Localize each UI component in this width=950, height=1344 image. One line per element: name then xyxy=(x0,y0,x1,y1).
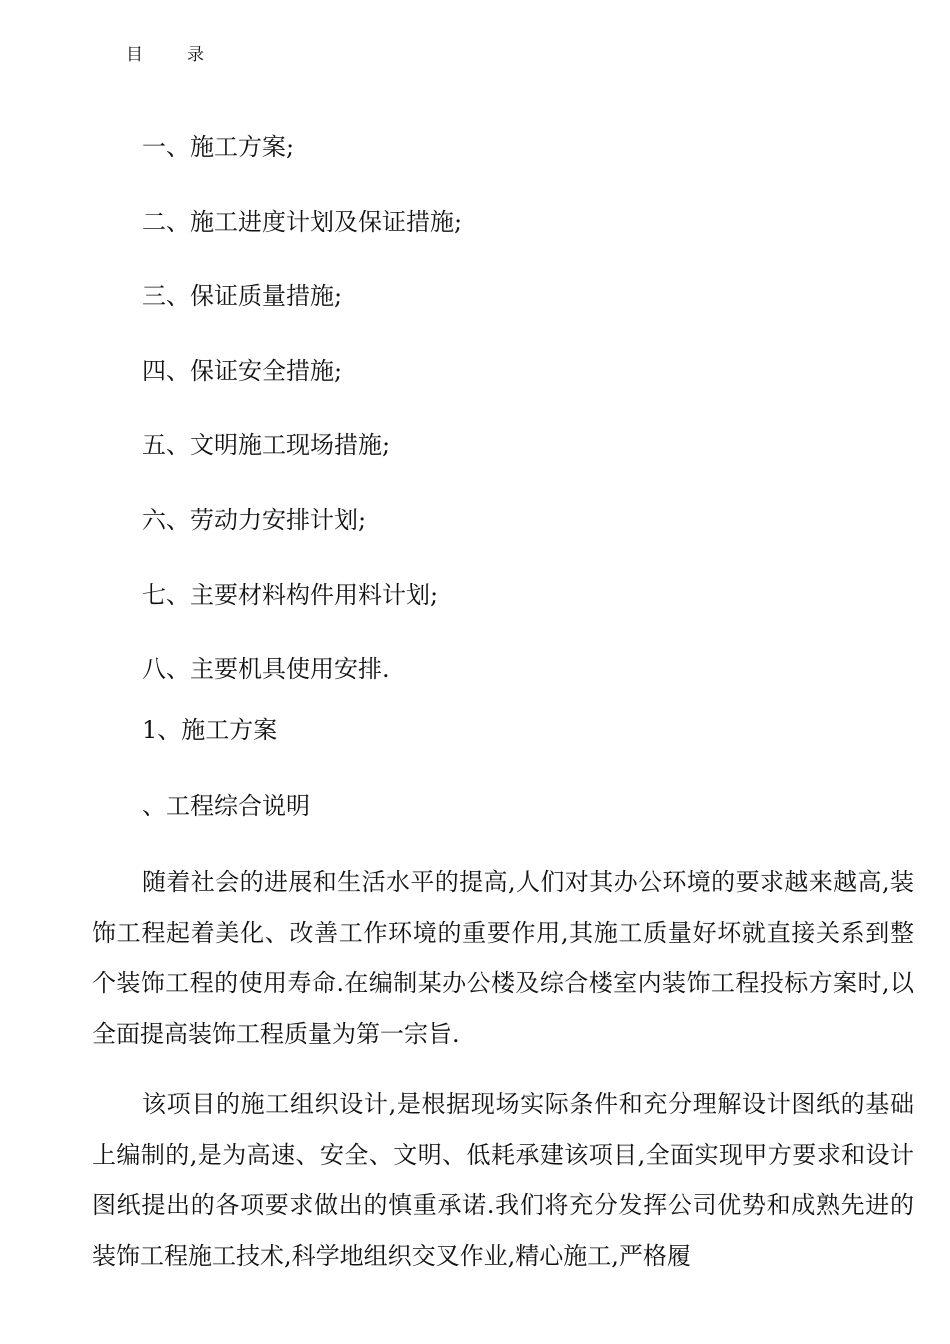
toc-item: 四、保证安全措施; xyxy=(142,356,343,385)
toc-item: 一、施工方案; xyxy=(142,133,295,161)
toc-item: 三、保证质量措施; xyxy=(142,282,343,311)
toc-heading xyxy=(126,40,204,65)
body-paragraph-2: 该项目的施工组织设计,是根据现场实际条件和充分理解设计图纸的基础上编制的,是为高速、安全、文明、低耗承建该项目,全面实现甲方要求和设计图纸提出的各项要求做出的慎重承诺.我们将充分发挥公司优势和成熟先进的装饰工程施工技术,科学地组织交叉作业,精心施工,严格履 xyxy=(92,1090,914,1270)
table-of-contents xyxy=(142,110,462,707)
toc-item: 七、主要材料构件用料计划; xyxy=(142,580,439,609)
toc-heading-char-2: 录 xyxy=(187,45,204,65)
body-paragraph-1: 随着社会的进展和生活水平的提高,人们对其办公环境的要求越来越高,装饰工程起着美化、改善工作环境的重要作用,其施工质量好坏就直接关系到整个装饰工程的使用寿命.在编制某办公楼及综合楼室内装饰工程投标方案时,以全面提高装饰工程质量为第一宗旨. xyxy=(92,868,914,1048)
toc-heading-char-1: 目 xyxy=(126,45,143,65)
toc-item: 六、劳动力安排计划; xyxy=(142,505,367,534)
section-heading-construction-plan: 1、施工方案 xyxy=(142,716,278,744)
toc-item: 八、主要机具使用安排. xyxy=(142,655,390,684)
subsection-heading-project-overview: 、工程综合说明 xyxy=(142,792,310,820)
toc-item: 五、文明施工现场措施; xyxy=(142,431,391,460)
toc-item: 二、施工进度计划及保证措施; xyxy=(142,207,463,236)
